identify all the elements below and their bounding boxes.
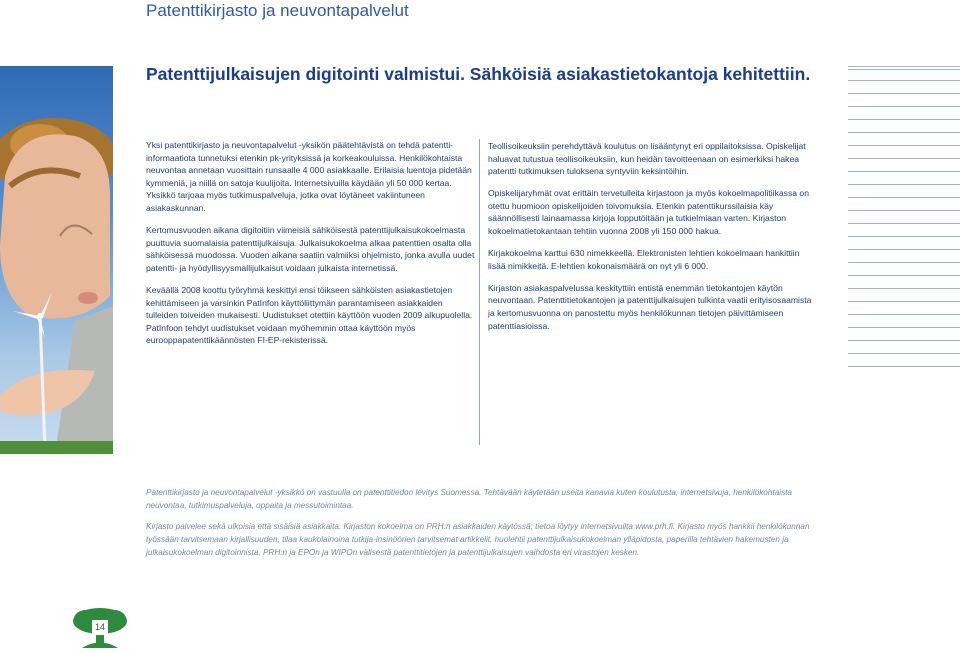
left-paragraph-3: Keväällä 2008 koottu työryhmä keskittyi ensi töikseen sähköisten asiakastietojen kehittämiseen ja varsinkin PatInfon käyttöliittymän parantamiseen asiakkaiden tulleiden toiveiden mukaisesti. Uudistukset otettiin käyttöön vuoden 2009 alkupuolella. PatInfoon tehdyt uudistukset voidaan myöhemmin ottaa käyttöön myös eurooppapatenttikäännösten FI-EP-rekisterissä. <box>146 284 473 346</box>
caption-1: Patenttikirjasto ja neuvontapalvelut -yksikkö on vastuulla on patenttitiedon levitys Suomessa. Tehtävään käytetään useita kanavia kuten koulutusta, internetsivuja, henkilökohtaista neuvontaa, tutkimuspalveluja, oppaita ja messutoimintaa. <box>146 488 792 510</box>
left-paragraph-2: Kertomusvuoden aikana digitoitiin viimeisiä sähköisestä patenttijulkaisukokoelmasta puuttuvia suomalaisia patenttijulkaisuja. Julkaisukokoelma alkaa patenttien osalta olla sähköisessä muodossa. Vuoden aikana saatiin valmiiksi ohjelmisto, jonka avulla uudet patentti- ja hyödyllisyysmallijulkaisut voidaan julkaista internetissä. <box>146 225 475 273</box>
right-column <box>488 140 818 342</box>
hero-photo <box>0 66 113 454</box>
caption-2: Kirjasto palvelee sekä ulkoisia että sisäisiä asiakkaita. Kirjaston kokoelma on PRH:n asiakkaiden käytössä; tietoa löytyy internetsivuilta www.prh.fi. Kirjasto myös hankkii henkilökunnan työssään tarvitsemaan kirjallisuuden, tilaa kaukolainoina tutkija-insinöörien tarvitsemat artikkelit, huolehtii patenttijulkaisukokoelman ylläpidosta, paperilla tehtävien hakemusten ja julkaisukokoelman digitoinnista, PRH:n ja EPOn ja WIPOn välisestä patenttitietojen ja patenttijulkaisujen vaihdosta eri virastojen kesken. <box>146 522 810 557</box>
section-title: Patenttikirjasto ja neuvontapalvelut <box>146 1 409 20</box>
page-number: 14 <box>94 622 105 632</box>
decorative-rules <box>848 80 960 379</box>
headline: Patenttijulkaisujen digitointi valmistui. Sähköisiä asiakastietokantoja kehitettiin. <box>146 64 811 84</box>
column-divider <box>479 139 480 445</box>
left-column <box>146 139 476 356</box>
right-paragraph-3: Kirjakokoelma karttui 630 nimekkeellä. Elektronisten lehtien kokoelmaan hankittiin lisää nimikkeitä. E-lehtien kokonaismäärä on nyt yli 6 000. <box>488 248 800 271</box>
right-paragraph-1: Teollisoikeuksiin perehdyttävä koulutus on lisääntynyt eri oppilaitoksissa. Opiskelijat haluavat tutustua teollisoikeuksiin, kun heidän tavoitteenaan on esimerkiksi hakea patentti tutkimuksen tuloksena syntyviin keksintöihin. <box>488 141 806 177</box>
left-paragraph-1: Yksi patenttikirjasto ja neuvontapalvelut -yksikön päätehtävistä on tehdä patentti-informaatiota tunnetuksi etenkin pk-yrityksissä ja korkeakouluissa. Henkilökohtaista neuvontaa annetaan vuosittain runsaalle 4 000 asiakkaalle. Erilaisia luentoja pidetään kymmeniä, ja niillä on satoja kuulijoita. Internetsivuilla käydään yli 50 000 kertaa. Yksikkö tarjoaa myös tutkimuspalveluja, jotka ovat löytäneet vakiintuneen asiakaskunnan. <box>146 140 472 213</box>
right-paragraph-4: Kirjaston asiakaspalvelussa keskityttiin entistä enemmän tietokantojen käytön neuvontaan. Patenttitietokantojen ja patenttijulkaisujen tulkinta vaatii erityisosaamista ja kertomusvuonna on panostettu myös henkilökunnan tietojen päivittämiseen patenttiasioissa. <box>488 282 812 331</box>
decorative-rules-top <box>848 66 960 72</box>
child-windmill-illustration <box>0 66 113 454</box>
right-paragraph-2: Opiskelijaryhmät ovat erittäin tervetulleita kirjastoon ja myös kokoelmapolitiikassa on otettu huomioon opiskelijoiden toivomuksia. Etenkin patenttikurssilaisia käy säännöllisesti lainaamassa kirjoja lopputöitään ja tutkielmiaan varten. Kirjaston kokoelmatietokantaan tehtiin vuonna 2008 yli 150 000 hakua. <box>488 188 809 237</box>
